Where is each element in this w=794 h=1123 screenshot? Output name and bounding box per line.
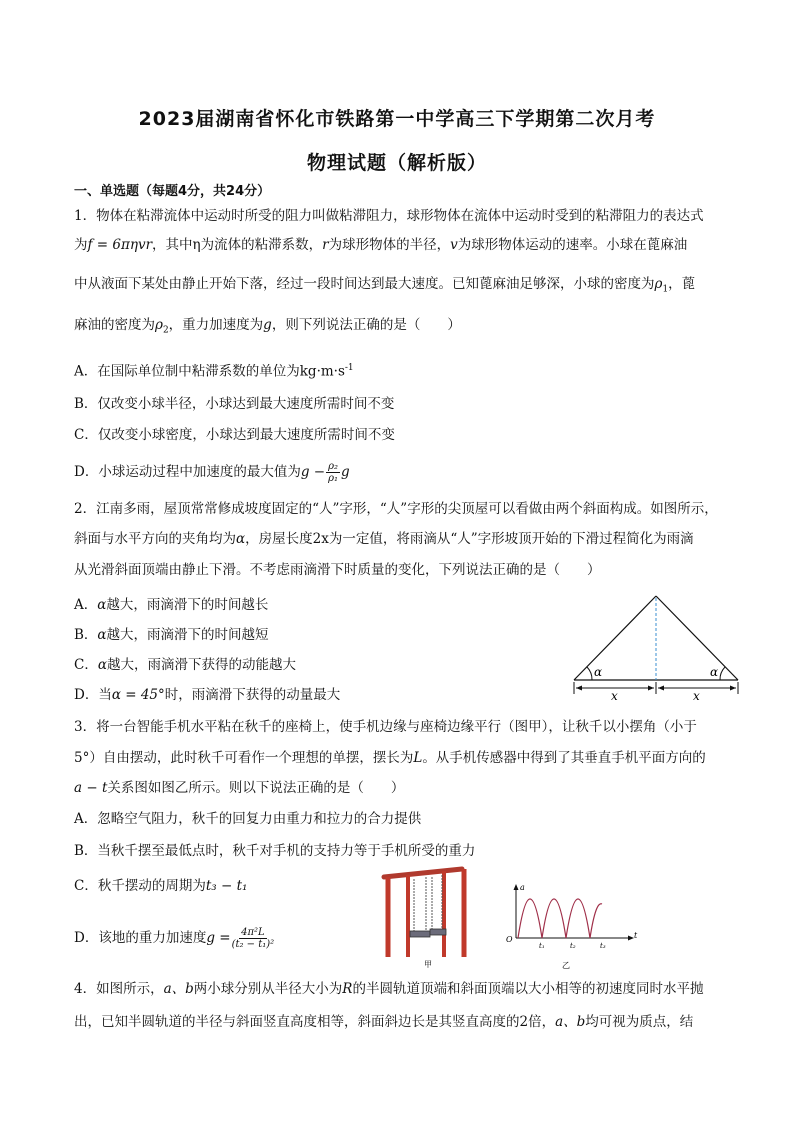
q1-line3 (74, 275, 695, 299)
roof-left-slope (574, 596, 656, 680)
q1-text: ，则下列说法正确的是（ ） (271, 317, 461, 333)
q2-angle-eq: α = 45° (111, 687, 165, 703)
q3-option-c (74, 877, 247, 895)
q2-option-d (74, 686, 340, 704)
q1-text: 为球形物体的半径， (328, 237, 451, 253)
tick-label-t2: t₂ (570, 942, 576, 950)
q3-var-L: L (413, 750, 423, 766)
roof-figure (566, 590, 746, 702)
roof-right-angle-arc (720, 667, 725, 680)
q1-option-a-sup: -1 (344, 363, 354, 373)
q1-var-v: v (450, 237, 458, 253)
q1-frac-num: ρ₂ (328, 461, 338, 472)
q1-rho2-sub: 2 (162, 325, 169, 336)
q3-option-b: B．当秋千摆至最低点时，秋千对手机的支持力等于手机所受的重力 (74, 843, 476, 859)
q1-text: 为 (74, 237, 88, 253)
q2-text: 时，雨滴滑下获得的动量最大 (164, 687, 341, 703)
q2-option-a (74, 596, 268, 614)
exam-title: 2023届湖南省怀化市铁路第一中学高三下学期第二次月考 (138, 108, 656, 130)
q4-var-R: R (342, 981, 353, 997)
q1-rho2: ρ (155, 317, 163, 333)
roof-alpha-right: α (710, 665, 719, 679)
q4-text: 的半圆轨道顶端和斜面顶端以大小相等的初速度同时水平抛 (352, 981, 704, 997)
q1-var-g: g (263, 317, 272, 333)
q2-line2 (74, 530, 694, 548)
q4-ab: a、b (555, 1014, 586, 1030)
arrow-head (730, 686, 736, 691)
q2-text: 为一定值，将雨滴从“人”字形坡顶开始的下滑过程简化为雨滴 (328, 531, 694, 547)
q3-text: 关系图如图乙所示。则以下说法正确的是（ ） (107, 780, 405, 796)
q1-line1: 1．物体在粘滞流体中运动时所受的阻力叫做粘滞阻力，球形物体在流体中运动时受到的粘滞阻力的表达式 (74, 208, 704, 224)
roof-right-slope (656, 596, 738, 680)
q1-var-r: r (322, 237, 329, 253)
q3-frac-num: 4π²L (241, 927, 265, 938)
q2-text: ，房屋长度 (245, 531, 313, 547)
q1-text: ，蓖 (668, 276, 696, 292)
q1-text: 为球形物体运动的速率。小球在蓖麻油 (457, 237, 688, 253)
q1-option-d (74, 461, 350, 484)
q2-text: 越大，雨滴滑下的时间越短 (106, 627, 269, 643)
arrow-head (658, 686, 664, 691)
arrow-head (648, 686, 654, 691)
q2-text: 越大，雨滴滑下获得的动能越大 (106, 657, 296, 673)
q4-text: 两小球分别从半径大小为 (193, 981, 343, 997)
q1-text: 中从液面下某处由静止开始下落，经过一段时间达到最大速度。已知蓖麻油足够深，小球的密度为 (74, 276, 655, 292)
q3-period-expr: t₃ − t₁ (205, 878, 248, 894)
q1-formula: f = 6πηvr (87, 237, 153, 253)
q4-line1 (74, 980, 703, 998)
q2-option-b (74, 626, 269, 644)
q2-alpha: α (236, 531, 246, 547)
q3-g-eq: g = (206, 930, 231, 946)
q1-line4 (74, 316, 461, 340)
tick-label-t3: t₃ (600, 942, 606, 950)
dim-label-x-left: x (611, 689, 618, 702)
q1-rho1-sub: 1 (662, 284, 669, 295)
q2-text: A． (74, 597, 98, 613)
arrow-head (576, 686, 582, 691)
q4-line2 (74, 1013, 693, 1031)
q1-option-d-text: D．小球运动过程中加速度的最大值为 (74, 464, 301, 480)
roof-alpha-left: α (594, 665, 603, 679)
q2-text: 斜面与水平方向的夹角均为 (74, 531, 236, 547)
q1-option-a-text: A．在国际单位制中粘滞系数的单位为 (74, 363, 300, 380)
q2-alpha: α (97, 657, 107, 673)
q1-option-b: B．仅改变小球半径，小球达到最大速度所需时间不变 (74, 396, 395, 412)
q1-text: 麻油的密度为 (74, 317, 155, 333)
q1-text: ，重力加速度为 (168, 317, 264, 333)
q3-text: 5°）自由摆动，此时秋千可看作一个理想的单摆，摆长为 (74, 750, 414, 766)
q1-frac-den: ρ₁ (328, 473, 338, 484)
q3-line2 (74, 749, 706, 767)
q2-alpha: α (97, 627, 107, 643)
q3-option-a: A．忽略空气阻力，秋千的回复力由重力和拉力的合力提供 (74, 811, 422, 827)
q4-text: 均可视为质点，结 (585, 1014, 694, 1030)
q2-line3: 从光滑斜面顶端由静止下滑。不考虑雨滴滑下时质量的变化，下列说法正确的是（ ） (74, 562, 601, 578)
swing-seat-left (410, 931, 430, 937)
q4-text: 出，已知半圆轨道的半径与斜面竖直高度相等，斜面斜边长是其竖直高度的2倍， (74, 1014, 556, 1030)
q2-2x: 2x (312, 531, 329, 547)
q1-option-a-unit: kg·m·s (299, 363, 345, 380)
q1-option-d-g: g − (300, 464, 326, 480)
figure-label-yi: 乙 (562, 961, 570, 970)
q3-option-d (74, 927, 275, 950)
q2-text: C． (74, 657, 98, 673)
q2-text: D．当 (74, 687, 112, 703)
q2-alpha: α (97, 597, 107, 613)
section-heading: 一、单选题（每题4分，共24分） (74, 184, 271, 199)
q3-option-d-fraction (232, 927, 275, 950)
a-axis-arrow (514, 884, 519, 890)
q3-frac-den: (t₂ − t₁)² (231, 939, 275, 950)
q1-option-a (74, 359, 354, 381)
q2-text: 越大，雨滴滑下的时间越长 (106, 597, 269, 613)
q1-option-d-g2: g (340, 464, 350, 480)
q1-option-d-fraction (326, 461, 340, 484)
swing-top-bar (384, 869, 462, 877)
q3-text: C．秋千摆动的周期为 (74, 878, 206, 894)
a-t-graph (502, 880, 642, 972)
q2-text: B． (74, 627, 98, 643)
tick-label-t1: t₁ (539, 942, 545, 950)
q3-text: D．该地的重力加速度 (74, 930, 207, 946)
axis-label-t: t (634, 931, 638, 940)
swing-figure (378, 865, 482, 969)
q3-a-t: a − t (74, 780, 108, 796)
swing-seat-right (430, 929, 446, 935)
q2-line1: 2．江南多雨，屋顶常常修成坡度固定的“人”字形，“人”字形的尖顶屋可以看做由两个斜面构成。如图所示， (74, 501, 718, 517)
q3-line3 (74, 779, 404, 797)
q3-line1: 3．将一台智能手机水平粘在秋千的座椅上，使手机边缘与座椅边缘平行（图甲），让秋千以小摆角（小于 (74, 719, 697, 735)
q2-option-c (74, 656, 296, 674)
q4-text: 4．如图所示， (74, 981, 164, 997)
axis-label-a: a (520, 883, 525, 892)
q4-ab: a、b (163, 981, 194, 997)
q1-line2 (74, 236, 687, 254)
exam-subtitle: 物理试题（解析版） (306, 152, 487, 174)
roof-left-angle-arc (587, 667, 592, 680)
q1-option-c: C．仅改变小球密度，小球达到最大速度所需时间不变 (74, 427, 395, 443)
q1-text: ，其中η为流体的粘滞系数， (152, 237, 323, 253)
origin-label: O (506, 935, 513, 944)
dim-label-x-right: x (693, 689, 700, 702)
a-t-curve (518, 899, 602, 938)
q1-rho1: ρ (654, 276, 663, 292)
q3-text: 。从手机传感器中得到了其垂直手机平面方向的 (422, 750, 706, 766)
figure-label-jia: 甲 (424, 960, 432, 969)
